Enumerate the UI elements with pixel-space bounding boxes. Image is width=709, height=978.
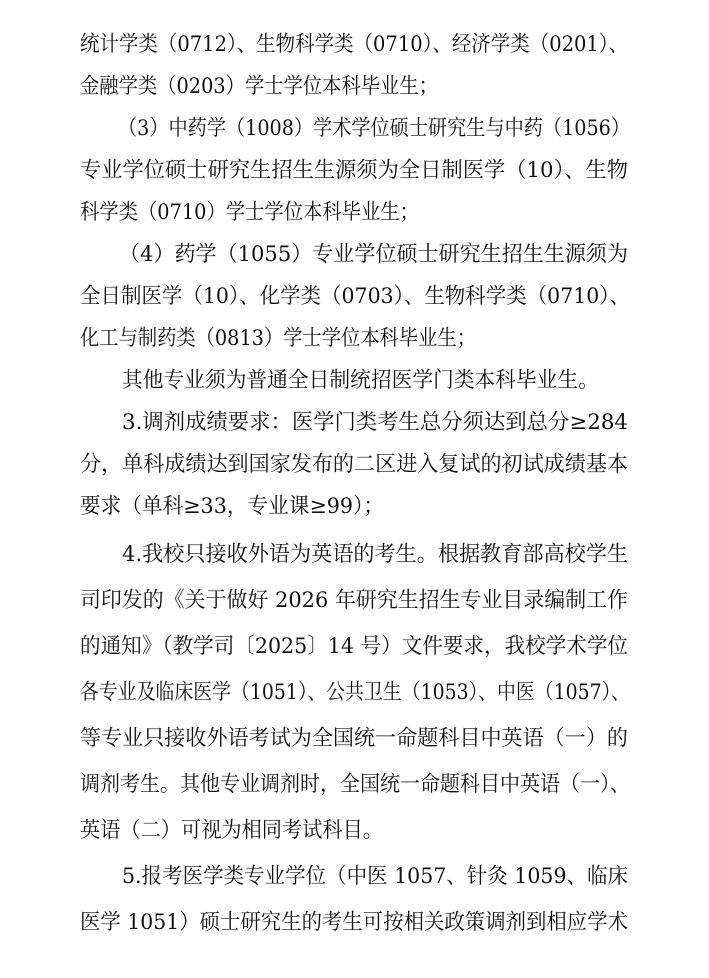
text-line-13 xyxy=(0,538,709,572)
text-line-20 xyxy=(0,860,709,894)
line-text: （3）中药学（1008）学术学位硕士研究生与中药（1056） xyxy=(118,116,630,141)
line-text: 4.我校只接收外语为英语的考生。根据教育部高校学生 xyxy=(122,542,628,567)
line-text: 其他专业须为普通全日制统招医学门类本科毕业生。 xyxy=(122,368,599,393)
line-text: 3.调剂成绩要求：医学门类考生总分须达到总分≥284 xyxy=(122,410,628,435)
text-line-15 xyxy=(0,630,709,664)
text-line-7 xyxy=(0,280,709,314)
line-text: 调剂考生。其他专业调剂时，全国统一命题科目中英语（一）、 xyxy=(80,772,630,797)
text-line-18 xyxy=(0,768,709,802)
text-line-12 xyxy=(0,490,709,524)
text-line-2 xyxy=(0,70,709,104)
text-line-9 xyxy=(0,364,709,398)
text-line-11 xyxy=(0,448,709,482)
text-line-14 xyxy=(0,584,709,618)
text-line-1 xyxy=(0,28,709,62)
line-text: 5.报考医学类专业学位（中医 1057、针灸 1059、临床 xyxy=(122,864,628,889)
line-text: 的通知》（教学司〔2025〕14 号）文件要求，我校学术学位 xyxy=(80,634,628,659)
line-text: 要求（单科≥33，专业课≥99）； xyxy=(80,494,384,519)
text-line-5 xyxy=(0,196,709,230)
text-line-16 xyxy=(0,676,709,710)
text-line-8 xyxy=(0,322,709,356)
line-text: 各专业及临床医学（1051）、公共卫生（1053）、中医（1057）、 xyxy=(80,680,630,705)
line-text: 司印发的《关于做好 2026 年研究生招生专业目录编制工作 xyxy=(80,588,628,613)
line-text: 专业学位硕士研究生招生生源须为全日制医学（10）、生物 xyxy=(80,158,628,183)
text-line-21 xyxy=(0,906,709,940)
text-line-17 xyxy=(0,722,709,756)
line-text: （4）药学（1055）专业学位硕士研究生招生生源须为 xyxy=(119,242,628,267)
text-line-10 xyxy=(0,406,709,440)
line-text: 医学 1051）硕士研究生的考生可按相关政策调剂到相应学术 xyxy=(80,910,628,935)
line-text: 分，单科成绩达到国家发布的二区进入复试的初试成绩基本 xyxy=(80,452,628,477)
line-text: 科学类（0710）学士学位本科毕业生； xyxy=(80,200,419,225)
text-line-3 xyxy=(0,112,709,146)
line-text: 金融学类（0203）学士学位本科毕业生； xyxy=(80,74,438,99)
line-text: 英语（二）可视为相同考试科目。 xyxy=(80,818,383,843)
line-text: 等专业只接收外语考试为全国统一命题科目中英语（一）的 xyxy=(80,726,628,751)
line-text: 全日制医学（10）、化学类（0703）、生物科学类（0710）、 xyxy=(80,284,630,309)
text-line-4 xyxy=(0,154,709,188)
line-text: 化工与制药类（0813）学士学位本科毕业生； xyxy=(80,326,476,351)
text-line-19 xyxy=(0,814,709,848)
text-line-6 xyxy=(0,238,709,272)
line-text: 统计学类（0712）、生物科学类（0710）、经济学类（0201）、 xyxy=(80,32,628,57)
